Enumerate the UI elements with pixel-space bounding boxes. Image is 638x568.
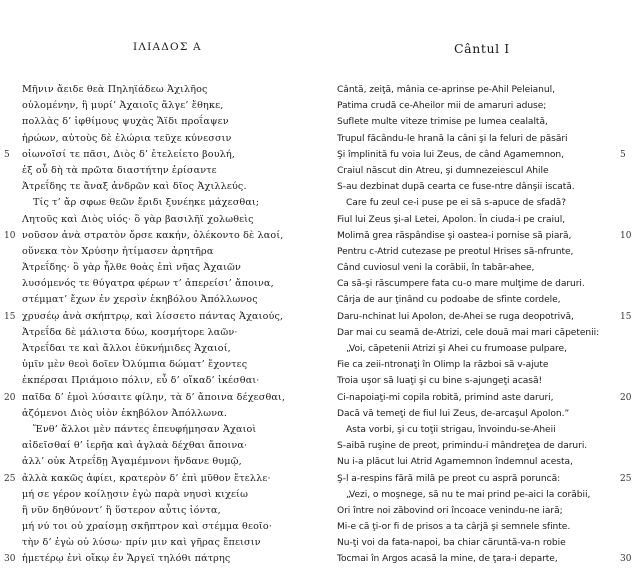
romanian-verse-line bbox=[319, 260, 638, 276]
romanian-verse-text: Dar mai cu seamă de-Atrizi, cele două mai mari căpetenii: bbox=[337, 327, 600, 338]
romanian-verse-line bbox=[319, 535, 638, 551]
greek-verse-text: οὕνεκα τὸν Χρύσην ἠτίμασεν ἀρητῆρα bbox=[22, 245, 214, 257]
romanian-verse-line bbox=[319, 292, 638, 308]
greek-verse-text: οἰωνοῖσί τε πᾶσι, Διὸς δ’ ἐτελείετο βουλή, bbox=[22, 148, 236, 160]
greek-verse-line bbox=[0, 163, 319, 179]
greek-verse-text: μή σε γέρον κοίλῃσιν ἐγὼ παρὰ νηυσὶ κιχείω bbox=[22, 488, 249, 500]
greek-verse-text: Ἔνθ’ ἄλλοι μὲν πάντες ἐπευφήμησαν Ἀχαιοὶ bbox=[33, 423, 257, 435]
greek-verse-line bbox=[0, 406, 319, 422]
romanian-verse-line bbox=[319, 471, 638, 487]
greek-verse-text: παῖδα δ’ ἐμοὶ λύσαιτε φίλην, τὰ δ’ ἄποινα δέχεσθαι, bbox=[22, 391, 286, 403]
greek-verse-text: στέμματ’ ἔχων ἐν χερσὶν ἑκηβόλου Ἀπόλλωνος bbox=[22, 294, 258, 306]
romanian-verse-text: „Voi, căpetenii Atrizi şi Ahei cu frumoase pulpare, bbox=[346, 344, 567, 354]
romanian-verse-text: Pentru c-Atrid cutezase pe preotul Hrises să-nfrunte, bbox=[337, 246, 574, 257]
greek-verse-text: Μῆνιν ἄειδε θεὰ Πηληϊάδεω Ἀχιλῆος bbox=[22, 84, 208, 95]
romanian-verse-line bbox=[319, 309, 638, 325]
romanian-verse-text: Asta vorbi, şi cu toţii strigau, învoindu-se-Aheii bbox=[346, 424, 556, 435]
greek-verse-text: λυσόμενός τε θύγατρα φέρων τ’ ἀπερείσι’ ἄποινα, bbox=[22, 278, 274, 290]
romanian-verse-line bbox=[319, 503, 638, 519]
romanian-page-title: Cântul I bbox=[454, 41, 510, 56]
greek-verse-text: ἐκπέρσαι Πριάμοιο πόλιν, εὖ δ’ οἴκαδ’ ἱκέσθαι· bbox=[22, 375, 260, 387]
romanian-verse-line bbox=[319, 406, 638, 422]
romanian-verse-line bbox=[319, 212, 638, 228]
romanian-verse-line bbox=[319, 228, 638, 244]
romanian-verse-line bbox=[319, 373, 638, 389]
romanian-line-number: 10 bbox=[620, 230, 632, 241]
greek-verse-block bbox=[0, 82, 319, 568]
greek-verse-line bbox=[0, 131, 319, 147]
romanian-verse-line bbox=[319, 82, 638, 98]
greek-line-number: 30 bbox=[4, 554, 16, 565]
romanian-verse-line bbox=[319, 551, 638, 567]
romanian-verse-text: Suflete multe viteze trimise pe lumea cealaltă, bbox=[337, 117, 548, 128]
romanian-verse-line bbox=[319, 454, 638, 470]
greek-verse-line bbox=[0, 519, 319, 535]
romanian-verse-text: Tocmai în Argos acasă la mine, de ţara-i departe, bbox=[337, 554, 558, 565]
romanian-line-number: 15 bbox=[620, 311, 632, 322]
greek-verse-text: Λητοῦς καὶ Διὸς υἱός· ὃ γὰρ βασιλῆϊ χολωθεὶς bbox=[22, 213, 254, 225]
romanian-verse-text: Nu-ţi voi da fata-napoi, ba chiar căruntă-va-n robie bbox=[337, 538, 566, 549]
romanian-verse-text: Nu i-a plăcut lui Atrid Agamemnon îndemnul acesta, bbox=[337, 457, 573, 468]
romanian-verse-text: Troia uşor să luaţi şi cu bine s-ajungeţi acasă! bbox=[337, 376, 543, 387]
greek-verse-line bbox=[0, 341, 319, 357]
greek-verse-text: οὐλομένην, ἣ μυρί’ Ἀχαιοῖς ἄλγε’ ἔθηκε, bbox=[22, 100, 224, 112]
romanian-verse-line bbox=[319, 325, 638, 341]
greek-verse-line bbox=[0, 244, 319, 260]
greek-verse-text: Ἀτρεΐδης· ὃ γὰρ ἦλθε θοὰς ἐπὶ νῆας Ἀχαιῶν bbox=[22, 262, 241, 274]
greek-verse-text: νοῦσον ἀνὰ στρατὸν ὄρσε κακήν, ὀλέκοντο δὲ λαοί, bbox=[22, 229, 284, 241]
greek-verse-line bbox=[0, 228, 319, 244]
greek-verse-line bbox=[0, 357, 319, 373]
romanian-verse-text: S-aibă ruşine de preot, primindu-i mândreţea de daruri. bbox=[337, 441, 588, 452]
romanian-verse-text: Dacă vă temeţi de fiul lui Zeus, de-arcaşul Apolon.” bbox=[337, 408, 570, 419]
romanian-verse-text: Care fu zeul ce-i puse pe ei să s-apuce de sfadă? bbox=[346, 198, 566, 209]
romanian-verse-text: Daru-nchinat lui Apolon, de-Ahei se ruga deopotrivă, bbox=[337, 311, 574, 322]
greek-line-number: 10 bbox=[4, 230, 16, 241]
greek-verse-line bbox=[0, 114, 319, 130]
romanian-line-number: 5 bbox=[620, 149, 626, 160]
greek-verse-line bbox=[0, 471, 319, 487]
romanian-verse-text: „Vezi, o moşnege, să nu te mai prind pe-aici la corăbii, bbox=[346, 489, 591, 500]
greek-verse-text: ὑμῖν μὲν θεοὶ δοῖεν Ὀλύμπια δώματ’ ἔχοντες bbox=[22, 359, 248, 371]
romanian-verse-text: Trupul făcându-le hrană la câni şi la feluri de păsări bbox=[337, 133, 568, 144]
greek-line-number: 20 bbox=[4, 392, 16, 403]
greek-page bbox=[0, 0, 319, 565]
greek-verse-line bbox=[0, 535, 319, 551]
romanian-verse-line bbox=[319, 357, 638, 373]
romanian-verse-line bbox=[319, 114, 638, 130]
greek-verse-line bbox=[0, 195, 319, 211]
romanian-verse-line bbox=[319, 147, 638, 163]
romanian-page bbox=[319, 0, 638, 565]
romanian-verse-block bbox=[319, 82, 638, 568]
greek-verse-line bbox=[0, 212, 319, 228]
greek-verse-line bbox=[0, 147, 319, 163]
greek-verse-text: ἡμετέρῳ ἐνὶ οἴκῳ ἐν Ἄργεϊ τηλόθι πάτρης bbox=[22, 553, 231, 565]
greek-verse-line bbox=[0, 82, 319, 98]
romanian-verse-text: Fiul lui Zeus şi-al Letei, Apolon. În ciuda-i pe craiul, bbox=[337, 214, 566, 225]
romanian-verse-line bbox=[319, 276, 638, 292]
greek-verse-text: Τίς τ’ ἄρ σφωε θεῶν ἔριδι ξυνέηκε μάχεσθαι; bbox=[33, 197, 260, 209]
greek-verse-text: ἡρώων, αὐτοὺς δὲ ἑλώρια τεῦχε κύνεσσιν bbox=[22, 132, 232, 144]
romanian-verse-text: Patima crudă ce-Aheilor mii de amaruri aduse; bbox=[337, 101, 547, 112]
greek-verse-line bbox=[0, 454, 319, 470]
romanian-verse-text: Când cuviosul veni la corăbii, în tabăr-ahee, bbox=[337, 263, 535, 274]
greek-verse-line bbox=[0, 292, 319, 308]
romanian-verse-line bbox=[319, 195, 638, 211]
greek-verse-line bbox=[0, 276, 319, 292]
greek-verse-line bbox=[0, 325, 319, 341]
romanian-verse-text: Cântă, zeiţă, mânia ce-aprinse pe-Ahil Peleianul, bbox=[337, 85, 555, 95]
romanian-verse-text: Ori între noi zăbovind ori încoace venindu-ne iară; bbox=[337, 505, 563, 516]
greek-verse-line bbox=[0, 390, 319, 406]
greek-verse-line bbox=[0, 551, 319, 567]
romanian-verse-text: Ş-l a-respins fără milă pe preot cu aspră poruncă: bbox=[337, 473, 561, 484]
greek-verse-text: ἀλλ’ οὐκ Ἀτρεΐδῃ Ἀγαμέμνονι ἥνδανε θυμῷ, bbox=[22, 456, 242, 468]
greek-verse-line bbox=[0, 179, 319, 195]
romanian-verse-line bbox=[319, 487, 638, 503]
greek-verse-text: ἀλλὰ κακῶς ἀφίει, κρατερὸν δ’ ἐπὶ μῦθον ἔτελλε· bbox=[22, 472, 271, 484]
greek-verse-line bbox=[0, 422, 319, 438]
romanian-verse-line bbox=[319, 519, 638, 535]
greek-verse-line bbox=[0, 373, 319, 389]
romanian-verse-line bbox=[319, 163, 638, 179]
romanian-verse-line bbox=[319, 390, 638, 406]
romanian-verse-text: Craiul născut din Atreu, şi dumnezeiescul Ahile bbox=[337, 165, 549, 176]
greek-verse-text: Ἀτρεΐδαι τε καὶ ἄλλοι ἐϋκνήμιδες Ἀχαιοί, bbox=[22, 343, 231, 354]
greek-line-number: 15 bbox=[4, 311, 16, 322]
greek-verse-text: Ἀτρεΐδης τε ἄναξ ἀνδρῶν καὶ δῖος Ἀχιλλεύς. bbox=[22, 181, 247, 193]
greek-line-number: 5 bbox=[4, 149, 10, 160]
greek-line-number: 25 bbox=[4, 473, 16, 484]
romanian-verse-line bbox=[319, 179, 638, 195]
greek-verse-line bbox=[0, 438, 319, 454]
romanian-line-number: 25 bbox=[620, 473, 632, 484]
greek-verse-line bbox=[0, 260, 319, 276]
romanian-verse-line bbox=[319, 98, 638, 114]
greek-verse-line bbox=[0, 503, 319, 519]
greek-verse-text: μή νύ τοι οὐ χραίσμῃ σκῆπτρον καὶ στέμμα θεοῖο· bbox=[22, 521, 273, 533]
romanian-verse-text: Cârja de aur ţinând cu podoabe de sfinte cordele, bbox=[337, 295, 561, 306]
greek-verse-text: ἢ νῦν δηθύνοντ’ ἢ ὕστερον αὖτις ἰόντα, bbox=[22, 504, 221, 516]
greek-verse-text: Ἀτρεΐδα δὲ μάλιστα δύω, κοσμήτορε λαῶν· bbox=[22, 326, 238, 338]
greek-verse-text: ἁζόμενοι Διὸς υἱὸν ἑκηβόλον Ἀπόλλωνα. bbox=[22, 407, 228, 419]
romanian-verse-line bbox=[319, 341, 638, 357]
romanian-verse-text: Mi-e că ţi-or fi de prisos a ta cârjă şi semnele sfinte. bbox=[337, 522, 571, 533]
romanian-line-number: 20 bbox=[620, 392, 632, 403]
greek-verse-text: ἐξ οὗ δὴ τὰ πρῶτα διαστήτην ἐρίσαντε bbox=[22, 164, 217, 176]
romanian-verse-line bbox=[319, 244, 638, 260]
greek-verse-line bbox=[0, 487, 319, 503]
romanian-verse-text: Şi împlinită fu voia lui Zeus, de când Agamemnon, bbox=[337, 149, 564, 160]
greek-verse-line bbox=[0, 98, 319, 114]
greek-verse-text: τὴν δ’ ἐγὼ οὐ λύσω· πρίν μιν καὶ γῆρας ἔπεισιν bbox=[22, 537, 261, 549]
romanian-line-number: 30 bbox=[620, 554, 632, 565]
romanian-verse-line bbox=[319, 438, 638, 454]
romanian-verse-text: Ca să-şi răscumpere fata cu-o mare mulţime de daruri. bbox=[337, 279, 585, 290]
romanian-verse-line bbox=[319, 422, 638, 438]
greek-verse-text: πολλὰς δ’ ἰφθίμους ψυχὰς Ἄϊδι προΐαψεν bbox=[22, 116, 229, 128]
romanian-verse-line bbox=[319, 131, 638, 147]
greek-verse-line bbox=[0, 309, 319, 325]
romanian-verse-text: Molimă grea răspândise şi oastea-i pornise să piară, bbox=[337, 230, 572, 241]
romanian-verse-text: S-au dezbinat după cearta ce fuse-ntre dânşii iscată. bbox=[337, 182, 575, 193]
greek-page-title: ΙΛΙΑΔΟΣ Α bbox=[133, 41, 202, 53]
romanian-verse-text: Ci-napoiaţi-mi copila robită, primind aste daruri, bbox=[337, 392, 554, 403]
greek-verse-text: αἰδεῖσθαί θ’ ἱερῆα καὶ ἀγλαὰ δέχθαι ἄποινα· bbox=[22, 440, 248, 452]
greek-verse-text: χρυσέῳ ἀνὰ σκήπτρῳ, καὶ λίσσετο πάντας Ἀχαιούς, bbox=[22, 310, 284, 322]
romanian-verse-text: Fie ca zeii-ntronaţi în Olimp la război să v-ajute bbox=[337, 360, 549, 371]
